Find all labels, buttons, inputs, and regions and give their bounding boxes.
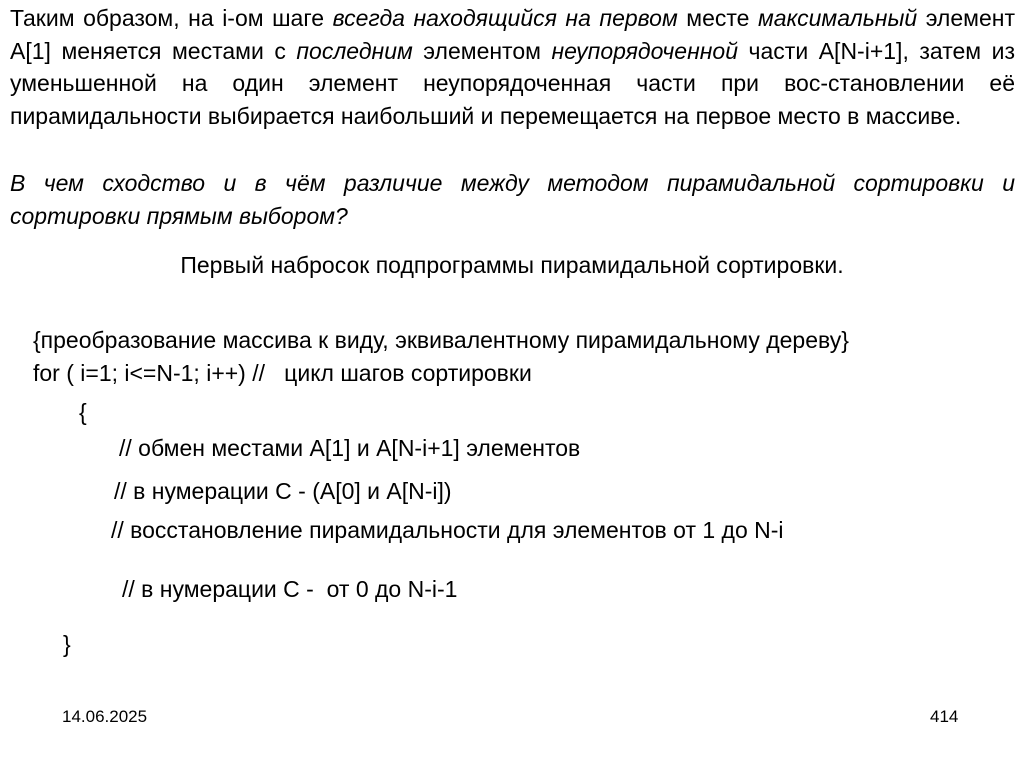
code-close-brace: } [63,631,71,657]
footer-page-number: 414 [930,707,959,726]
paragraph-text-3: элемент A[1] меняется местами с [10,5,1015,64]
paragraph-text-2: месте [677,5,758,31]
question-paragraph: В чем сходство и в чём различие между методом пирамидальной сортировки и сортировки прямым выбором? [10,170,1015,229]
code-comment-c-numbering: // в нумерации C - (A[0] и A[N-i]) [114,478,452,504]
code-open-brace: { [79,399,87,425]
paragraph-text-4: элементом [412,37,552,64]
paragraph-emphasis-maximal: максимальный [757,5,918,31]
code-comment-c-range: // в нумерации C - от 0 до N-i-1 [122,576,458,602]
code-comment-restore: // восстановление пирамидальности для элементов от 1 до N-i [111,517,784,543]
code-line-for-loop: for ( i=1; i<=N-1; i++) // цикл шагов сортировки [33,360,532,386]
section-heading: Первый набросок подпрограммы пирамидальной сортировки. [180,252,844,278]
paragraph-emphasis-unordered: неупорядоченной [551,37,738,64]
body-paragraph [10,2,1015,132]
paragraph-text-5: части A[N-i+1], затем из уменьшенной на один элемент неупорядоченная части при вос-становлении её пирамидальности выбирается наибольший и перемещается на первое место в массиве. [10,37,1015,129]
paragraph-emphasis-last: последним [296,37,413,64]
code-comment-swap: // обмен местами A[1] и A[N-i+1] элементов [119,435,581,461]
paragraph-emphasis-always-first: всегда находящийся на первом [332,5,678,31]
code-line-transform: {преобразование массива к виду, эквивалентному пирамидальному дереву} [33,327,849,353]
footer-date: 14.06.2025 [62,707,148,726]
paragraph-text-1: Таким образом, на i-ом шаге [10,5,333,31]
